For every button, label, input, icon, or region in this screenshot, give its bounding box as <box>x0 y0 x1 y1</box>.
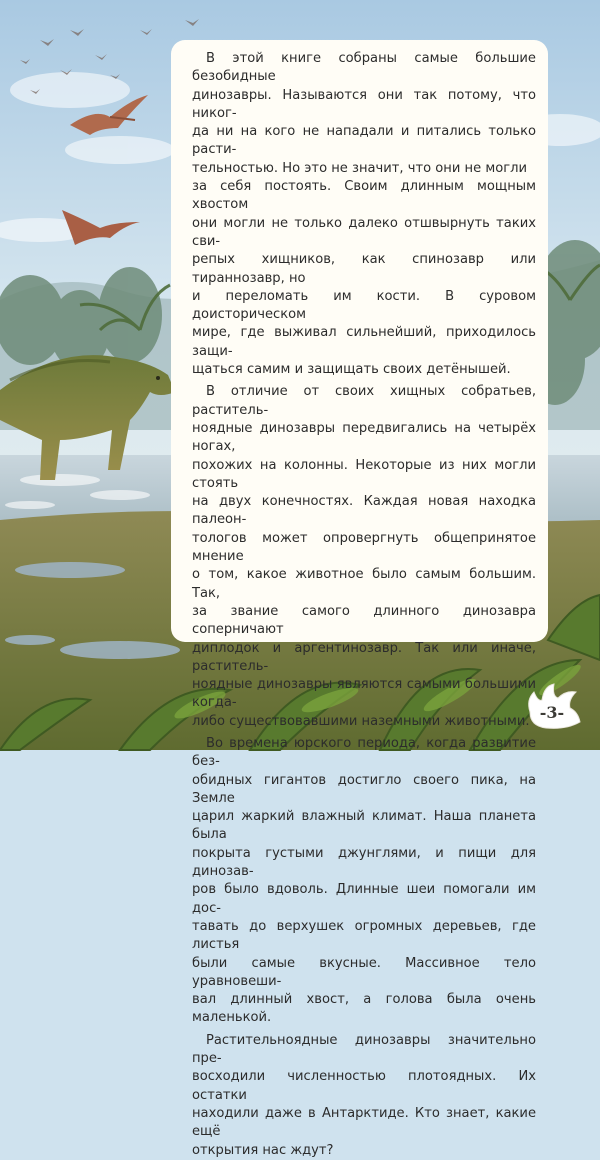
text-line: ноядные динозавры являются самыми большими когда- <box>192 677 536 711</box>
text-line: Растительноядные динозавры значительно пре- <box>192 1032 536 1067</box>
text-panel <box>171 40 548 1158</box>
text-line: о том, какое животное было самым большим. Так, <box>192 567 536 601</box>
text-line: Во времена юрского периода, когда развитие без- <box>192 735 536 770</box>
text-line: находили даже в Антарктиде. Кто знает, какие ещё <box>192 1105 536 1140</box>
text-line: открытия нас ждут? <box>192 1142 334 1158</box>
text-line: щаться самим и защищать своих детёнышей. <box>192 362 511 378</box>
text-line: ноядные динозавры передвигались на четырёх ногах, <box>192 420 536 455</box>
text-line: репых хищников, как спинозавр или тираннозавр, но <box>192 252 536 286</box>
text-line: да ни на кого не нападали и питались только расти- <box>192 124 536 158</box>
text-line: царил жаркий влажный климат. Наша планета была <box>192 809 536 843</box>
text-line: на двух конечностях. Каждая новая находка палеон- <box>192 494 536 528</box>
text-line: динозавры. Называются они так потому, что никог- <box>192 87 536 121</box>
text-line: мире, где выживал сильнейший, приходилось защи- <box>192 325 536 359</box>
text-line: В отличие от своих хищных собратьев, раститель- <box>192 384 536 418</box>
text-line: были самые вкусные. Массивное тело уравновеши- <box>192 955 536 989</box>
text-line: тавать до верхушек огромных деревьев, где листья <box>192 918 536 953</box>
paragraph-locomotion <box>192 383 536 731</box>
paragraph-jurassic <box>192 735 536 1028</box>
text-line: они могли не только далеко отшвырнуть таких сви- <box>192 215 536 249</box>
paragraph-intro <box>192 50 536 379</box>
text-line: тологов может опровергнуть общепринятое мнение <box>192 530 536 565</box>
text-line: тельностью. Но это не значит, что они не могли <box>192 160 527 176</box>
text-line: вал длинный хвост, а голова была очень маленькой. <box>192 992 536 1026</box>
text-line: за себя постоять. Своим длинным мощным хвостом <box>192 179 536 213</box>
text-line: обидных гигантов достигло своего пика, на Земле <box>192 772 536 806</box>
text-line: восходили численностью плотоядных. Их остатки <box>192 1069 536 1103</box>
text-line: и переломать им кости. В суровом доисторическом <box>192 288 536 323</box>
paragraph-discoveries <box>192 1032 536 1160</box>
text-line: похожих на колонны. Некоторые из них могли стоять <box>192 457 536 491</box>
text-line: за звание самого длинного динозавра соперничают <box>192 603 536 638</box>
text-line: диплодок и аргентинозавр. Так или иначе, раститель- <box>192 640 536 674</box>
page-number: -3- <box>539 703 565 722</box>
text-line: В этой книге собраны самые большие безобидные <box>192 51 536 85</box>
text-line: либо существовавшими наземными животными. <box>192 713 530 729</box>
text-line: покрыта густыми джунглями, и пищи для динозав- <box>192 845 536 880</box>
text-line: ров было вдоволь. Длинные шеи помогали им дос- <box>192 882 536 916</box>
